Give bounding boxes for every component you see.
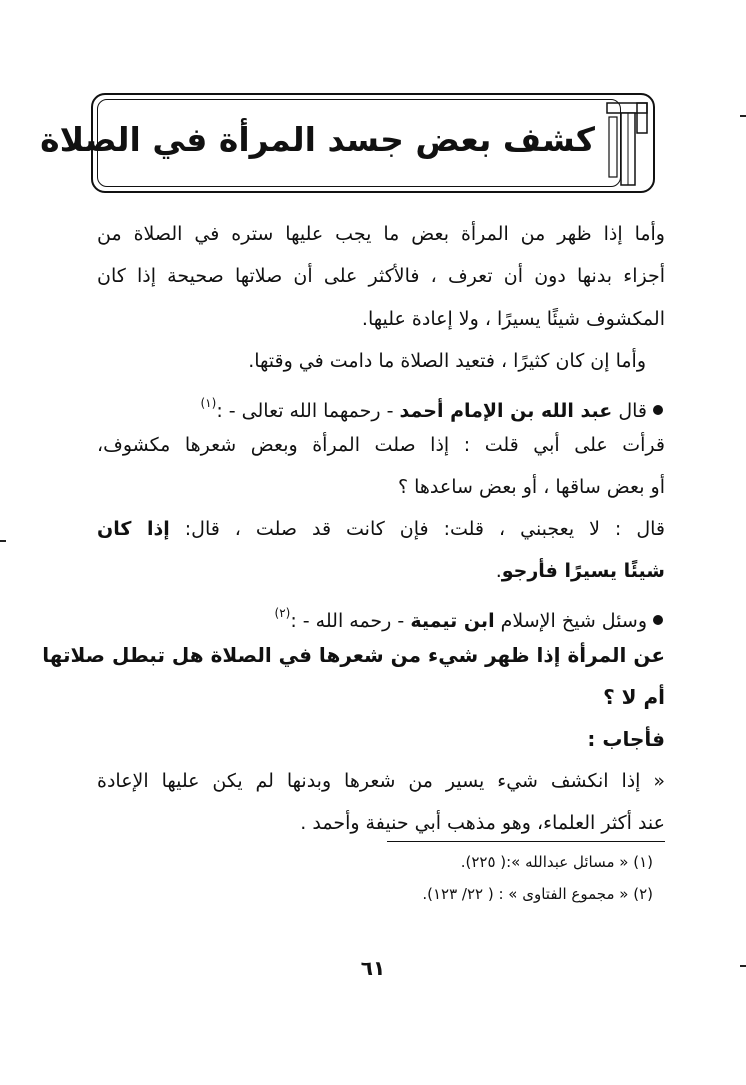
text-line: أجزاء بدنها دون أن تعرف ، فالأكثر على أن صلاتها صحيحة إذا كان: [97, 265, 665, 287]
text-line: وأما إذا ظهر من المرأة بعض ما يجب عليها ستره في الصلاة من: [97, 223, 665, 245]
answer-heading: فأجاب :: [587, 727, 665, 751]
emphasis-text: إذا كان: [97, 518, 170, 540]
emphasis-text: شيئًا يسيرًا فأرجو: [501, 560, 665, 582]
corner-ornament-icon: [603, 97, 661, 189]
scan-edge-mark: [740, 115, 746, 117]
footnote-ref-2: (٢): [274, 606, 291, 620]
scan-edge-mark: [740, 965, 746, 967]
footnote-2: (٢) « مجموع الفتاوى » : ( ٢٢/ ١٢٣).: [422, 885, 653, 903]
text-segment: وسئل شيخ الإسلام: [500, 610, 647, 632]
text-segment: - رحمهما الله تعالى - :: [216, 400, 394, 422]
text-segment: قال: [618, 400, 647, 422]
text-line: أو بعض ساقها ، أو بعض ساعدها ؟: [397, 476, 665, 498]
text-line: قرأت على أبي قلت : إذا صلت المرأة وبعض شعرها مكشوف،: [97, 434, 665, 456]
text-line: وأما إن كان كثيرًا ، فتعيد الصلاة ما دامت في وقتها.: [248, 350, 646, 372]
footnote-separator: [387, 841, 665, 842]
bullet-icon: [653, 615, 663, 625]
bullet-icon: [653, 405, 663, 415]
text-segment: - رحمه الله - :: [290, 610, 405, 632]
chapter-title: كشف بعض جسد المرأة في الصلاة: [40, 120, 595, 159]
text-line: المكشوف شيئًا يسيرًا ، ولا إعادة عليها.: [361, 308, 665, 330]
text-line: عند أكثر العلماء، وهو مذهب أبي حنيفة وأحمد .: [300, 812, 665, 834]
text-segment: .: [495, 560, 502, 582]
scholar-name: عبد الله بن الإمام أحمد: [399, 400, 613, 422]
scholar-name: ابن تيمية: [410, 610, 495, 632]
text-line: [97, 508, 665, 551]
scan-edge-mark: [0, 540, 6, 542]
question-line: أم لا ؟: [603, 685, 665, 709]
page-number: ٦١: [360, 956, 386, 980]
text-segment: قال : لا يعجبني ، قلت: فإن كانت قد صلت ، قال:: [184, 518, 665, 540]
chapter-title-frame: [40, 93, 655, 193]
footnote-1: (١) « مسائل عبدالله »:( ٢٢٥).: [460, 853, 653, 871]
footnote-ref-1: (١): [200, 396, 217, 410]
text-line: [97, 550, 665, 593]
question-line: عن المرأة إذا ظهر شيء من شعرها في الصلاة هل تبطل صلاتها: [42, 643, 665, 667]
text-line: « إذا انكشف شيء يسير من شعرها وبدنها لم يكن عليها الإعادة: [97, 770, 665, 792]
